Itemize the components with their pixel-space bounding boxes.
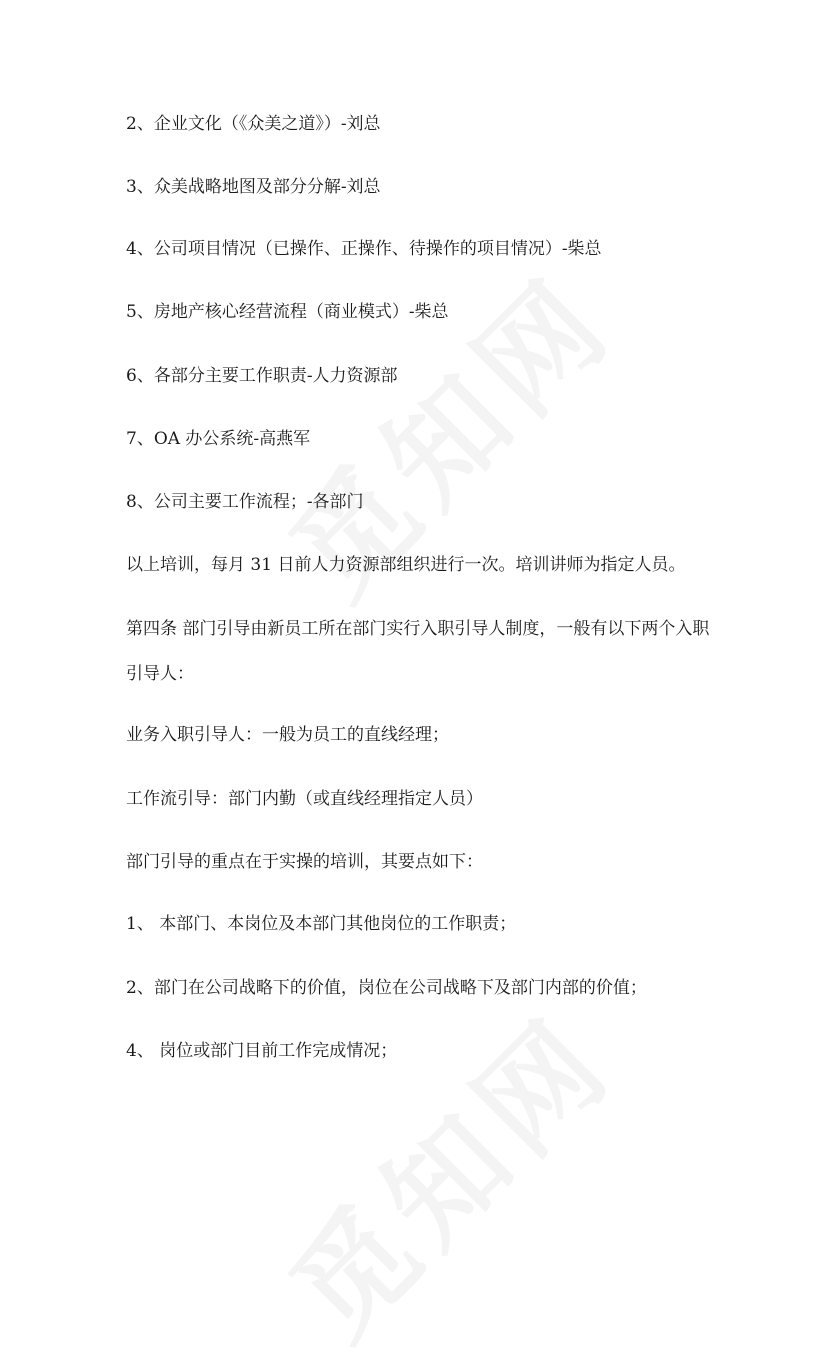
list-item-focus-1: 1、 本部门、本岗位及本部门其他岗位的工作职责；	[126, 914, 517, 934]
paragraph-business-guide: 业务入职引导人：一般为员工的直线经理；	[126, 725, 449, 745]
list-item-focus-4: 4、 岗位或部门目前工作完成情况；	[126, 1041, 398, 1061]
paragraph-article-4-cont: 引导人：	[126, 664, 194, 684]
list-item-focus-2: 2、部门在公司战略下的价值，岗位在公司战略下及部门内部的价值；	[126, 978, 647, 998]
list-item-6: 6、各部分主要工作职责-人力资源部	[126, 366, 398, 386]
list-item-5: 5、房地产核心经营流程（商业模式）-柴总	[126, 302, 449, 322]
paragraph-article-4: 第四条 部门引导由新员工所在部门实行入职引导人制度，一般有以下两个入职	[126, 619, 710, 639]
list-item-4: 4、公司项目情况（已操作、正操作、待操作的项目情况）-柴总	[126, 239, 602, 259]
list-item-7: 7、OA 办公系统-高燕军	[126, 429, 311, 449]
paragraph-training-note: 以上培训，每月 31 日前人力资源部组织进行一次。培训讲师为指定人员。	[126, 555, 686, 575]
list-item-2: 2、企业文化（《众美之道》）-刘总	[126, 114, 381, 134]
list-item-8: 8、公司主要工作流程；-各部门	[126, 492, 364, 512]
paragraph-workflow-guide: 工作流引导：部门内勤（或直线经理指定人员）	[126, 789, 483, 809]
paragraph-guide-focus: 部门引导的重点在于实操的培训，其要点如下：	[126, 852, 483, 872]
list-item-3: 3、众美战略地图及部分分解-刘总	[126, 177, 381, 197]
